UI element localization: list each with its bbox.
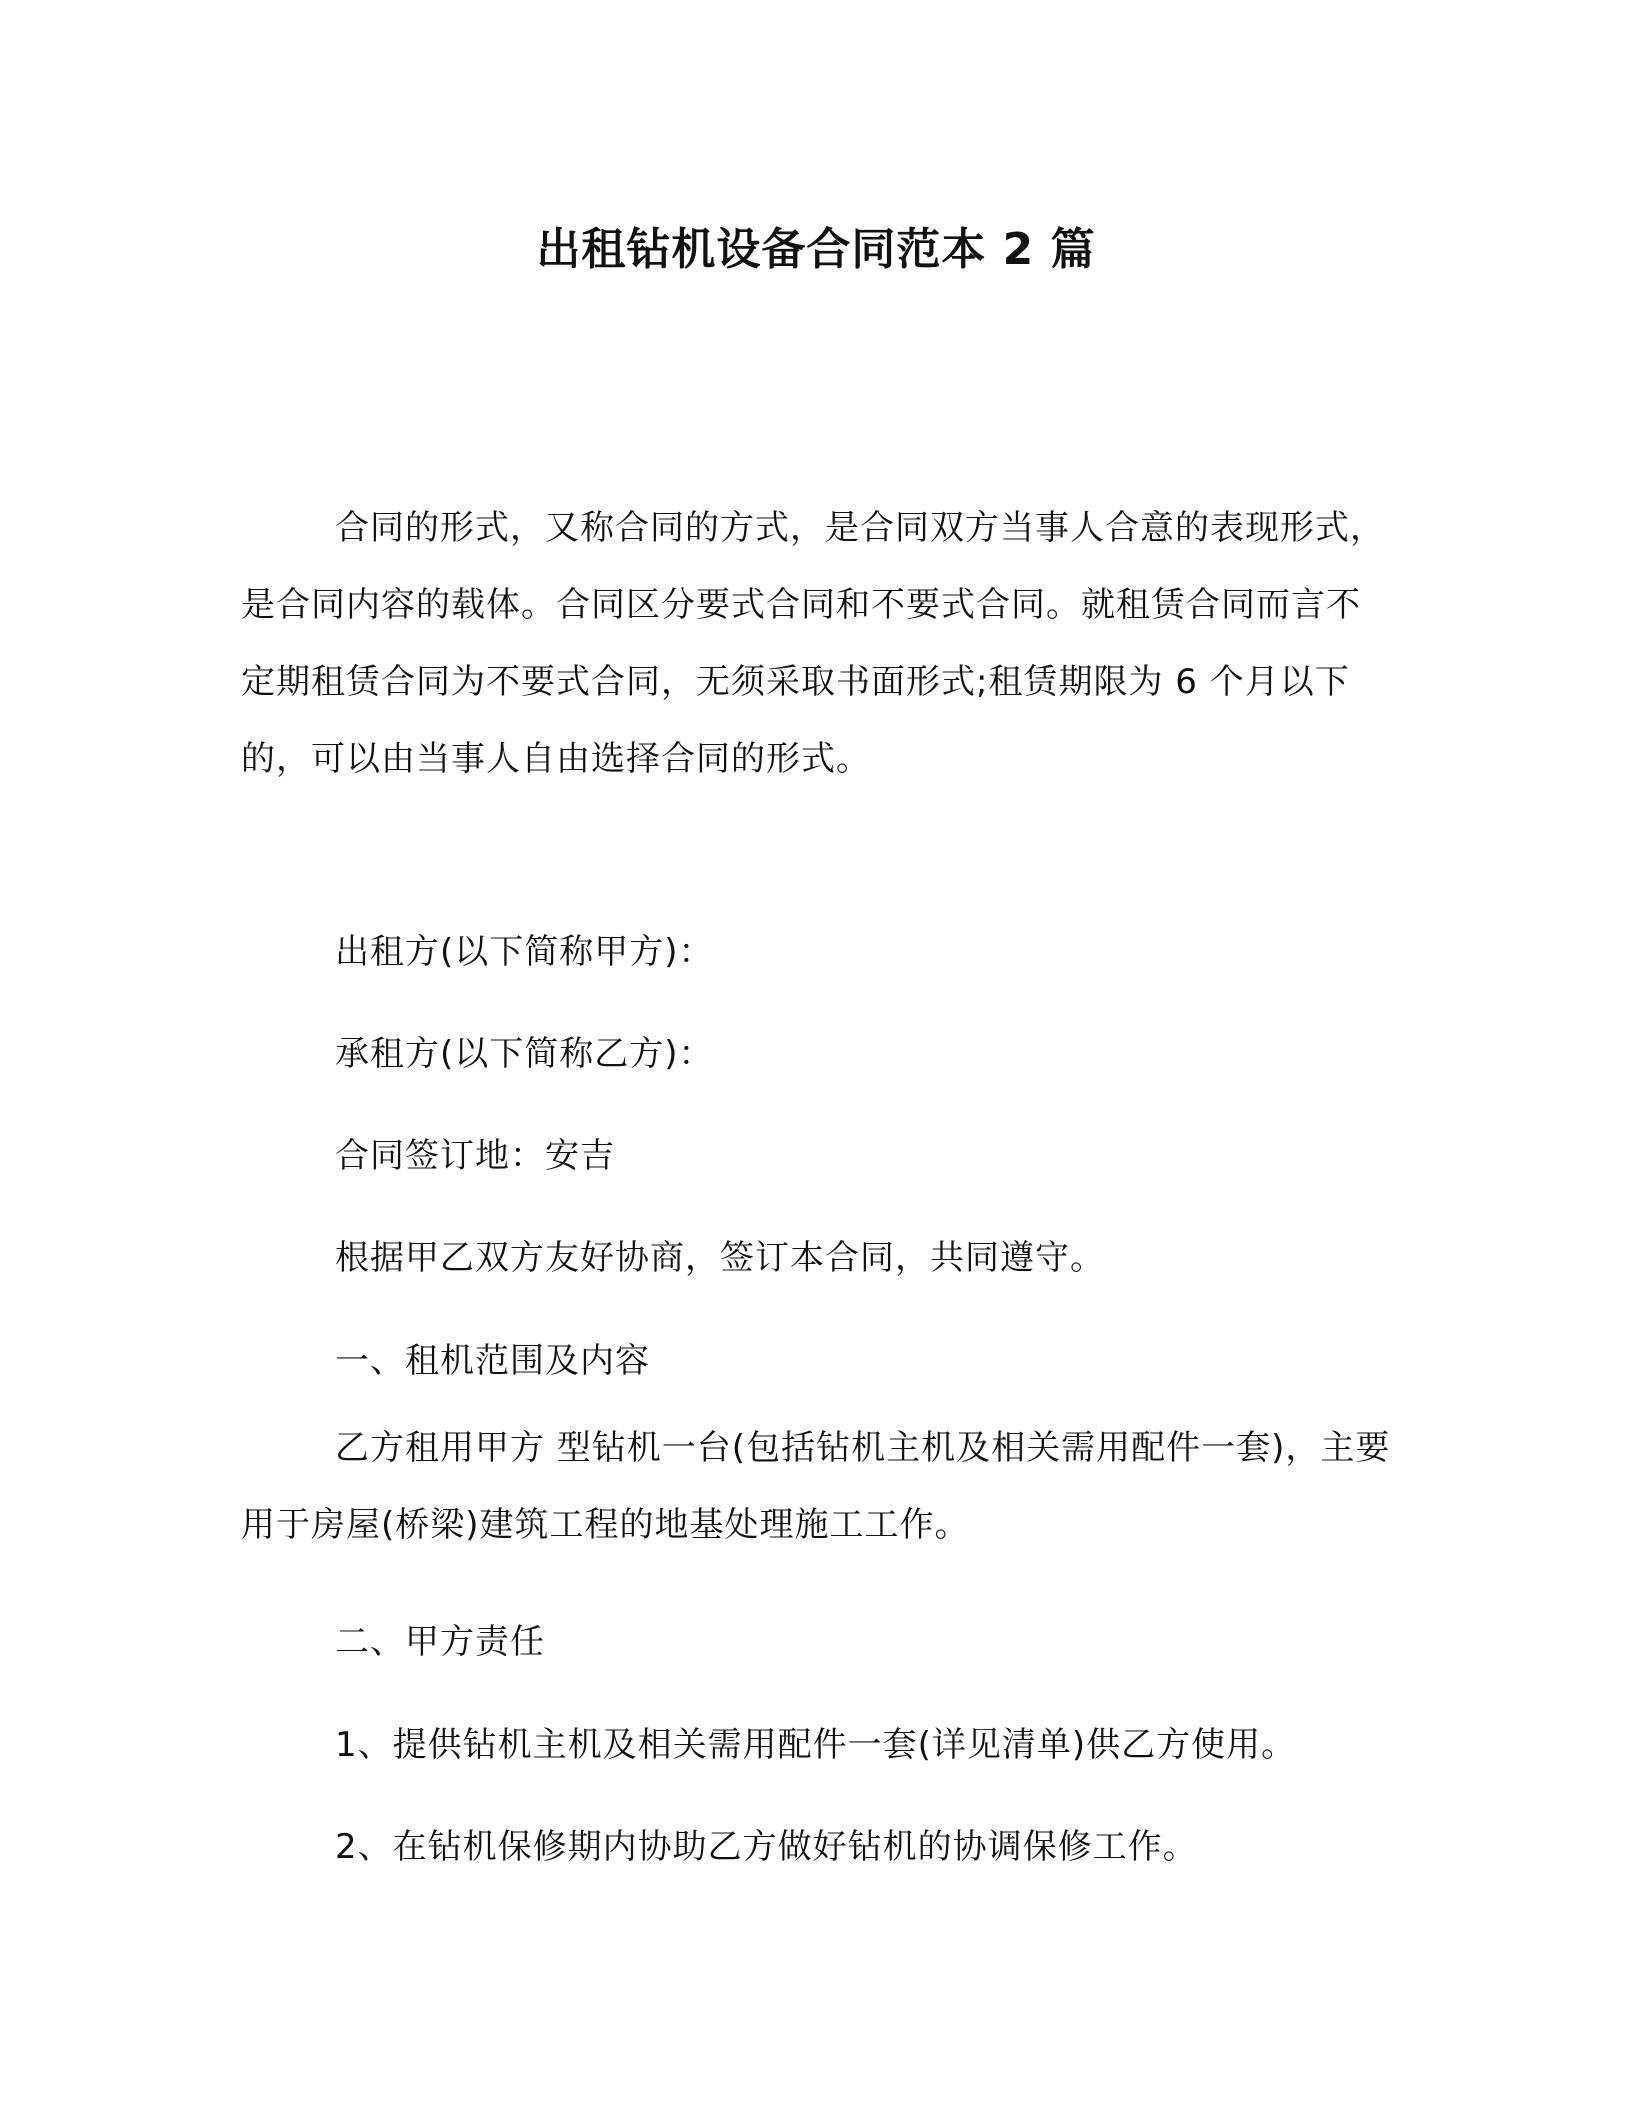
- signing-place-line: 合同签订地：安吉: [335, 1136, 615, 1176]
- section2-heading: 二、甲方责任: [335, 1622, 545, 1662]
- document-title: 出租钻机设备合同范本 2 篇: [536, 224, 1096, 275]
- section2-item-1: 1、提供钻机主机及相关需用配件一套(详见清单)供乙方使用。: [335, 1725, 1297, 1765]
- section1-body: 乙方租用甲方 型钻机一台(包括钻机主机及相关需用配件一套)，主要用于房屋(桥梁)建筑工程的地基处理施工工作。: [241, 1428, 1391, 1545]
- section1-heading: 一、租机范围及内容: [335, 1341, 650, 1381]
- section2-item-2: 2、在钻机保修期内协助乙方做好钻机的协调保修工作。: [335, 1827, 1198, 1867]
- lessor-line: 出租方(以下简称甲方)：: [335, 932, 714, 972]
- intro-paragraph: 合同的形式，又称合同的方式，是合同双方当事人合意的表现形式，是合同内容的载体。合同区分要式合同和不要式合同。就租赁合同而言不定期租赁合同为不要式合同，无须采取书面形式;租赁期限为 6 个月以下的，可以由当事人自由选择合同的形式。: [241, 508, 1385, 779]
- lessee-line: 承租方(以下简称乙方)：: [335, 1034, 714, 1074]
- preamble-line: 根据甲乙双方友好协商，签订本合同，共同遵守。: [335, 1238, 1105, 1278]
